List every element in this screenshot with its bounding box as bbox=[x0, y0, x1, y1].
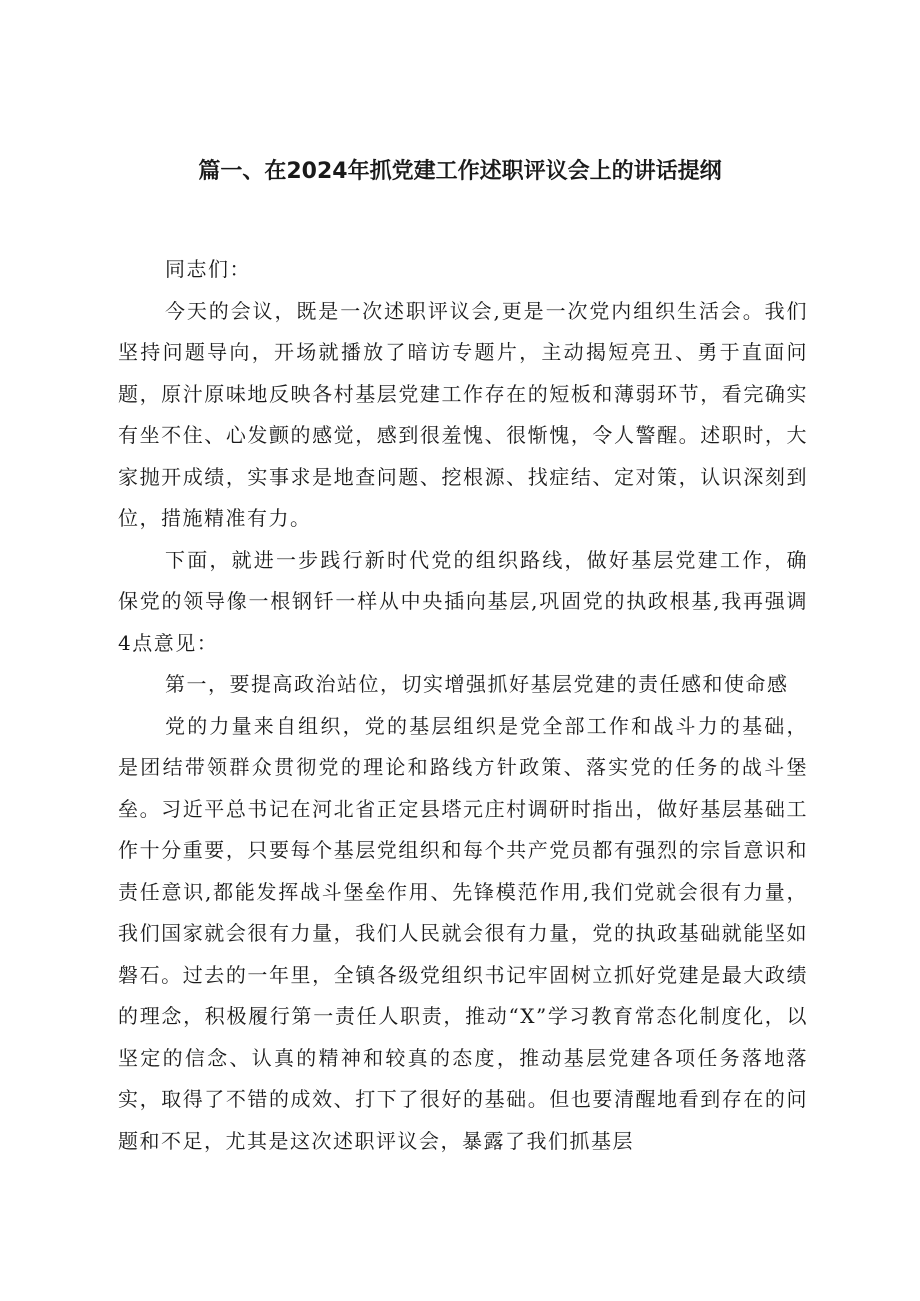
document-title: 篇一、在2024年抓党建工作述职评议会上的讲话提纲 bbox=[198, 159, 722, 184]
body-paragraph-2: 下面，就进一步践行新时代党的组织路线，做好基层党建工作，确保党的领导像一根钢钎一样从中央插向基层,巩固党的执政根基,我再强调4点意见： bbox=[118, 547, 808, 655]
salutation-paragraph: 同志们： bbox=[165, 257, 251, 281]
document-body bbox=[118, 249, 808, 1162]
body-paragraph-1: 今天的会议，既是一次述职评议会,更是一次党内组织生活会。我们坚持问题导向，开场就播放了暗访专题片，主动揭短亮丑、勇于直面问题，原汁原味地反映各村基层党建工作存在的短板和薄弱环节，看完确实有坐不住、心发颤的感觉，感到很羞愧、很惭愧，令人警醒。述职时，大家抛开成绩，实事求是地查问题、挖根源、找症结、定对策，认识深刻到位，措施精准有力。 bbox=[118, 298, 808, 530]
section-heading-1: 第一，要提高政治站位，切实增强抓好基层党建的责任感和使命感 bbox=[165, 672, 789, 696]
body-paragraph-3: 党的力量来自组织，党的基层组织是党全部工作和战斗力的基础，是团结带领群众贯彻党的理论和路线方针政策、落实党的任务的战斗堡垒。习近平总书记在河北省正定县塔元庄村调研时指出，做好基层基础工作十分重要，只要每个基层党组织和每个共产党员都有强烈的宗旨意识和责任意识,都能发挥战斗堡垒作用、先锋模范作用,我们党就会很有力量，我们国家就会很有力量，我们人民就会很有力量，党的执政基础就能坚如磐石。过去的一年里，全镇各级党组织书记牢固树立抓好党建是最大政绩的理念，积极履行第一责任人职责，推动“X”学习教育常态化制度化，以坚定的信念、认真的精神和较真的态度，推动基层党建各项任务落地落实，取得了不错的成效、打下了很好的基础。但也要清醒地看到存在的问题和不足，尤其是这次述职评议会，暴露了我们抓基层 bbox=[118, 713, 808, 1153]
